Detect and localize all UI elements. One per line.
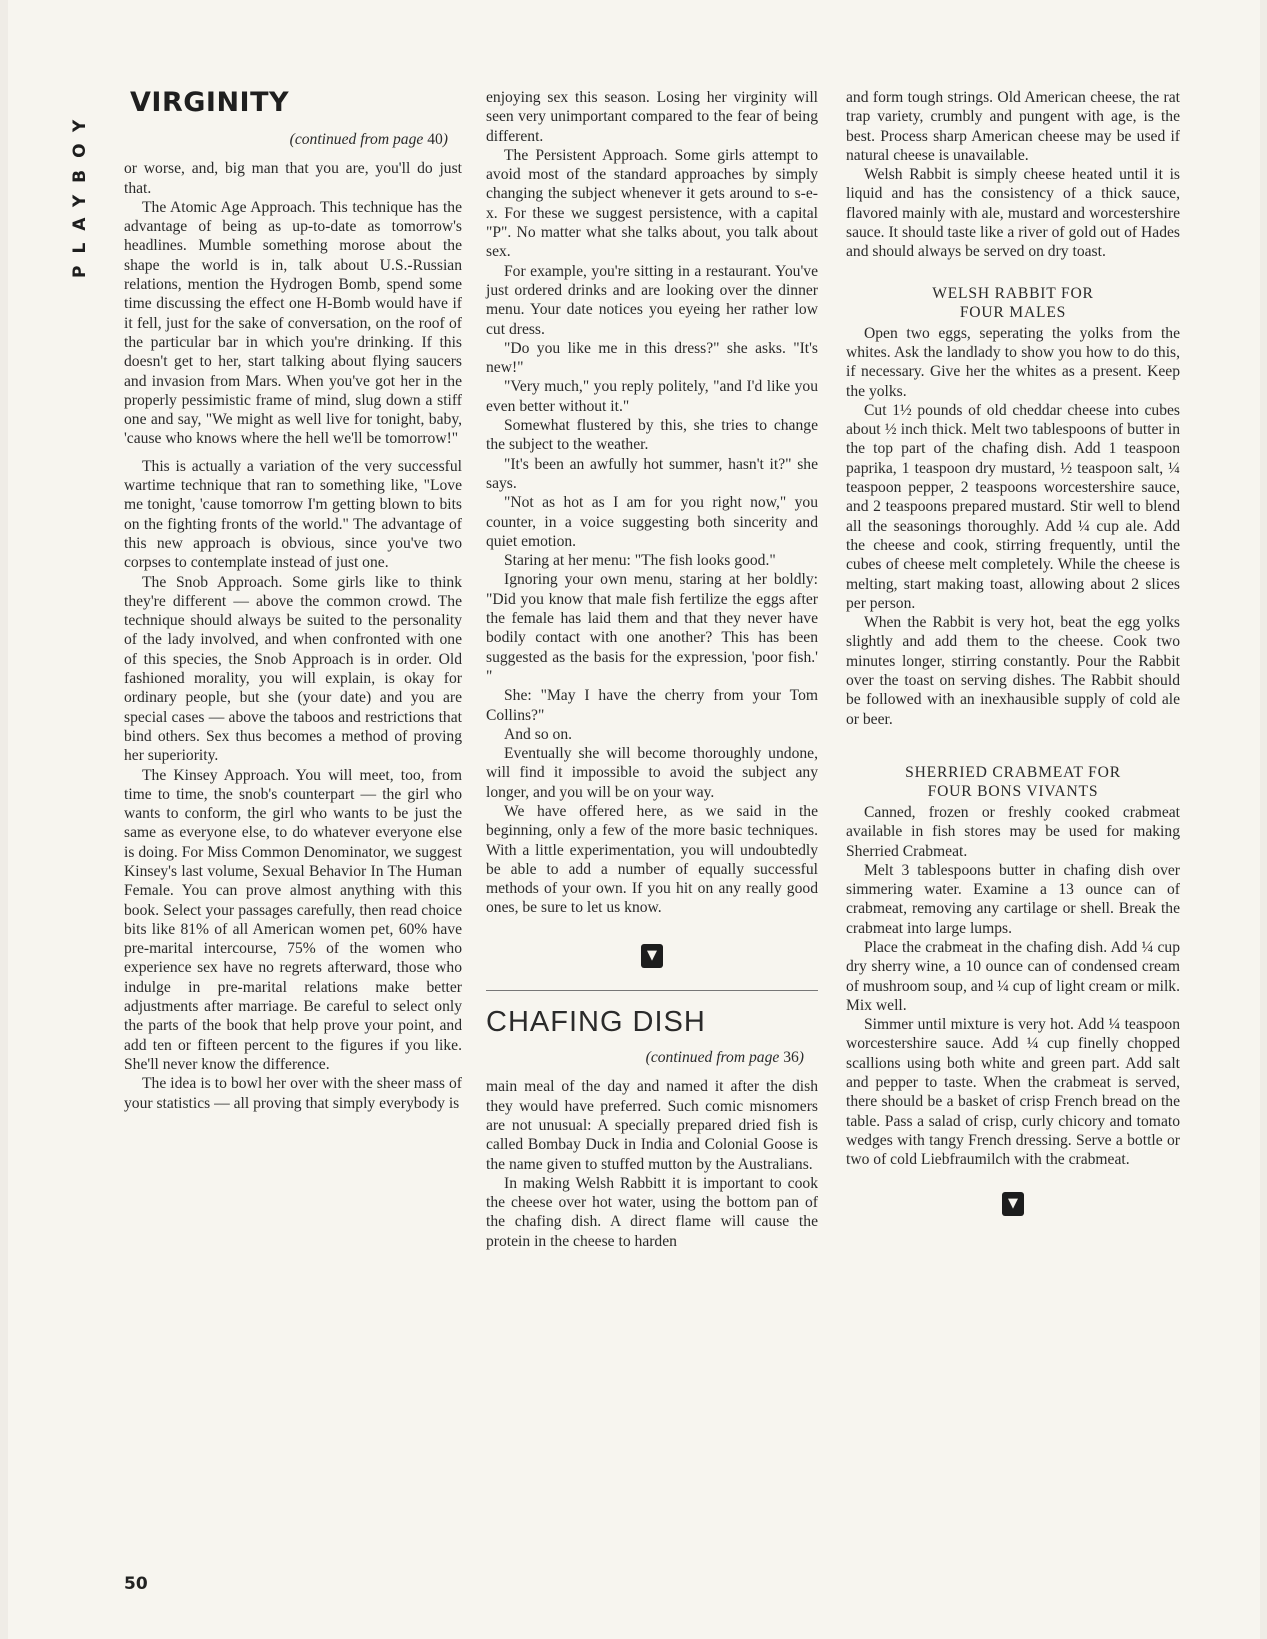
recipe-heading: SHERRIED CRABMEAT FOR FOUR BONS VIVANTS [905, 763, 1121, 800]
paragraph: And so on. [504, 725, 573, 743]
paragraph: Somewhat flustered by this, she tries to change the subject to the weather. [486, 417, 818, 454]
paragraph: The Persistent Approach. Some girls attempt to avoid most of the standard approaches by simply changing the subject whenever it gets around to s-e-x. For these we suggest persistence, with a capital "P". No matter what she talks about, you talk about sex. [486, 146, 818, 261]
paragraph: The Snob Approach. Some girls like to think they're different — above the common crowd. The technique should always be suited to the personality of the lady involved, and when confronted with one of this species, the Snob Approach is in order. Old fashioned morality, you will explain, is okay for ordinary people, but she (your date) and you are special cases — above the taboos and restrictions that bind others. Sex thus becomes a method of proving her superiority. [124, 573, 462, 765]
paragraph: "Very much," you reply politely, "and I'd like you even better without it." [486, 378, 818, 415]
paragraph: The Atomic Age Approach. This technique has the advantage of being as up-to-date as tomorrow's headlines. Mumble something morose about the shape the world is in, talk about U.S.-Russian relations, mention the Hydrogen Bomb, spend some time discussing the effect one H-Bomb would have if it fell, just for the sake of conversation, on the roof of the particular bar in which you're drinking. If this doesn't get to her, start talking about flying saucers and invasion from Mars. When you've got her in the properly pessimistic frame of mind, slug down a stiff one and say, "We might as well live for tonight, baby, 'cause who knows where the hell we'll be tomorrow!" [124, 198, 462, 448]
chafing-continued-note: (continued from page 36) [645, 1049, 804, 1067]
paragraph: The Kinsey Approach. You will meet, too, from time to time, the snob's counterpart — the girl who wants to conform, the girl who wants to be just the same as everyone else, to do whatever everyone else is doing. For Miss Common Denominator, we suggest Kinsey's last volume, Sexual Behavior In The Human Female. You can prove almost anything with this book. Select your passages carefully, then read choice bits like 81% of all American women pet, 60% have pre-marital intercourse, 75% of the women who experience sex have no regrets afterward, those who indulge in pre-marital relations make better adjustments after marriage. Be careful to select only the parts of the book that help prove your point, and add ten or fifteen percent to the figures if you like. She'll never know the difference. [124, 766, 462, 1073]
section-divider [486, 990, 818, 991]
magazine-page [8, 0, 1260, 1639]
paragraph: This is actually a variation of the very successful wartime technique that ran to something like, "Love me tonight, 'cause tomorrow I'm getting blown to bits on the fighting fronts of the world." The advantage of this new approach is obvious, since you've two corpses to contemplate instead of just one. [124, 457, 462, 572]
paragraph: Canned, frozen or freshly cooked crabmeat available in fish stores may be used for making Sherried Crabmeat. [846, 803, 1180, 860]
paragraph: Staring at her menu: "The fish looks good." [504, 552, 776, 570]
paragraph: Open two eggs, seperating the yolks from the whites. Ask the landlady to show you how to do this, if necessary. Give her the whites as a present. Keep the yolks. [846, 324, 1180, 400]
paragraph: main meal of the day and named it after the dish they would have preferred. Such comic misnomers are not unusual: A specially prepared dried fish is called Bombay Duck in India and Colonial Goose is the name given to stuffed mutton by the Australians. [486, 1078, 818, 1173]
paragraph: When the Rabbit is very hot, beat the egg yolks slightly and add them to the cheese. Cook two minutes longer, stirring constantly. Pour the Rabbit over the toast on serving dishes. The Rabbit should be followed with an inexhausible supply of cold ale or beer. [846, 614, 1180, 728]
paragraph: "It's been an awfully hot summer, hasn't it?" she says. [486, 455, 818, 492]
paragraph: Simmer until mixture is very hot. Add ¼ teaspoon worcestershire sauce. Add ¼ cup finelly chopped scallions using both white and green part. Add salt and pepper to taste. When the crabmeat is served, there should be a basket of crisp French bread on the table. Pass a salad of crisp, curly chicory and tomato wedges with tangy French dressing. Serve a bottle or two of cold Liebfraumilch with the crabmeat. [846, 1016, 1180, 1169]
paragraph: "Not as hot as I am for you right now," you counter, in a voice suggesting both sincerity and quiet emotion. [486, 494, 818, 550]
paragraph: enjoying sex this season. Losing her virginity will seen very unimportant compared to the fear of being different. [486, 89, 818, 145]
paragraph: For example, you're sitting in a restaurant. You've just ordered drinks and are looking over the dinner menu. Your date notices you eyeing her rather low cut dress. [486, 262, 818, 338]
paragraph: She: "May I have the cherry from your Tom Collins?" [486, 687, 818, 724]
paragraph: Melt 3 tablespoons butter in chafing dish over simmering water. Examine a 13 ounce can of crabmeat, removing any cartilage or shell. Break the crabmeat into large lumps. [846, 861, 1180, 937]
bunny-end-mark-icon: ▼ [1002, 1192, 1024, 1216]
column-2 [486, 88, 818, 1251]
paragraph: "Do you like me in this dress?" she asks. "It's new!" [486, 339, 818, 377]
paragraph: or worse, and, big man that you are, you'll do just that. [124, 160, 462, 197]
end-mark-wrap [846, 1192, 1180, 1216]
paragraph: Ignoring your own menu, staring at her boldly: "Did you know that male fish fertilize the eggs after the female has laid them and that they never have bodily contact with one another? This has been suggested as the basis for the expression, 'poor fish.' " [486, 571, 818, 685]
paragraph: Place the crabmeat in the chafing dish. Add ¼ cup dry sherry wine, a 10 ounce can of condensed cream of mushroom soup, and ¼ cup of light cream or milk. Mix well. [846, 938, 1180, 1014]
chafing-dish-title: CHAFING DISH [486, 1005, 706, 1038]
paragraph: In making Welsh Rabbitt it is important to cook the cheese over hot water, using the bottom pan of the chafing dish. A direct flame will cause the protein in the cheese to harden [486, 1174, 818, 1250]
paragraph: Cut 1½ pounds of old cheddar cheese into cubes about ½ inch thick. Melt two tablespoons of butter in the top part of the chafing dish. Add 1 teaspoon paprika, 1 teaspoon dry mustard, ½ teaspoon salt, ¼ teaspoon pepper, 2 teaspoons worcestershire sauce, and 2 teaspoons prepared mustard. Stir well to blend all the seasonings thoroughly. Add ¼ cup ale. Add the cheese and cook, stirring frequently, until the cubes of cheese melt completely. While the cheese is melting, start making toast, allowing about 2 slices per person. [846, 401, 1180, 612]
paragraph: Eventually she will become thoroughly undone, will find it impossible to avoid the subject any longer, and you will be on your way. [486, 745, 818, 801]
bunny-end-mark-icon: ▼ [641, 944, 663, 968]
column-3 [846, 88, 1180, 1216]
paragraph: The idea is to bowl her over with the sheer mass of your statistics — all proving that simply everybody is [124, 1075, 462, 1112]
paragraph: and form tough strings. Old American cheese, the rat trap variety, crumbly and pungent with age, is the best. Process sharp American cheese may be used if natural cheese is unavailable. [846, 89, 1180, 164]
virginity-title: VIRGINITY [130, 87, 290, 118]
paragraph: We have offered here, as we said in the beginning, only a few of the more basic techniques. With a little experimentation, you will undoubtedly be able to add a number of equally successful methods of your own. If you hit on any really good ones, be sure to let us know. [486, 802, 818, 917]
recipe-heading: WELSH RABBIT FOR FOUR MALES [932, 284, 1094, 321]
paragraph: Welsh Rabbit is simply cheese heated until it is liquid and has the consistency of a thick sauce, flavored mainly with ale, mustard and worcestershire sauce. It should taste like a river of gold out of Hades and should always be served on dry toast. [846, 166, 1180, 261]
virginity-continued-note: (continued from page 40) [289, 131, 448, 148]
masthead: PLAYBOY [70, 107, 90, 278]
end-mark-wrap [486, 944, 818, 968]
page-number: 50 [124, 1574, 148, 1594]
column-1 [124, 88, 462, 1113]
